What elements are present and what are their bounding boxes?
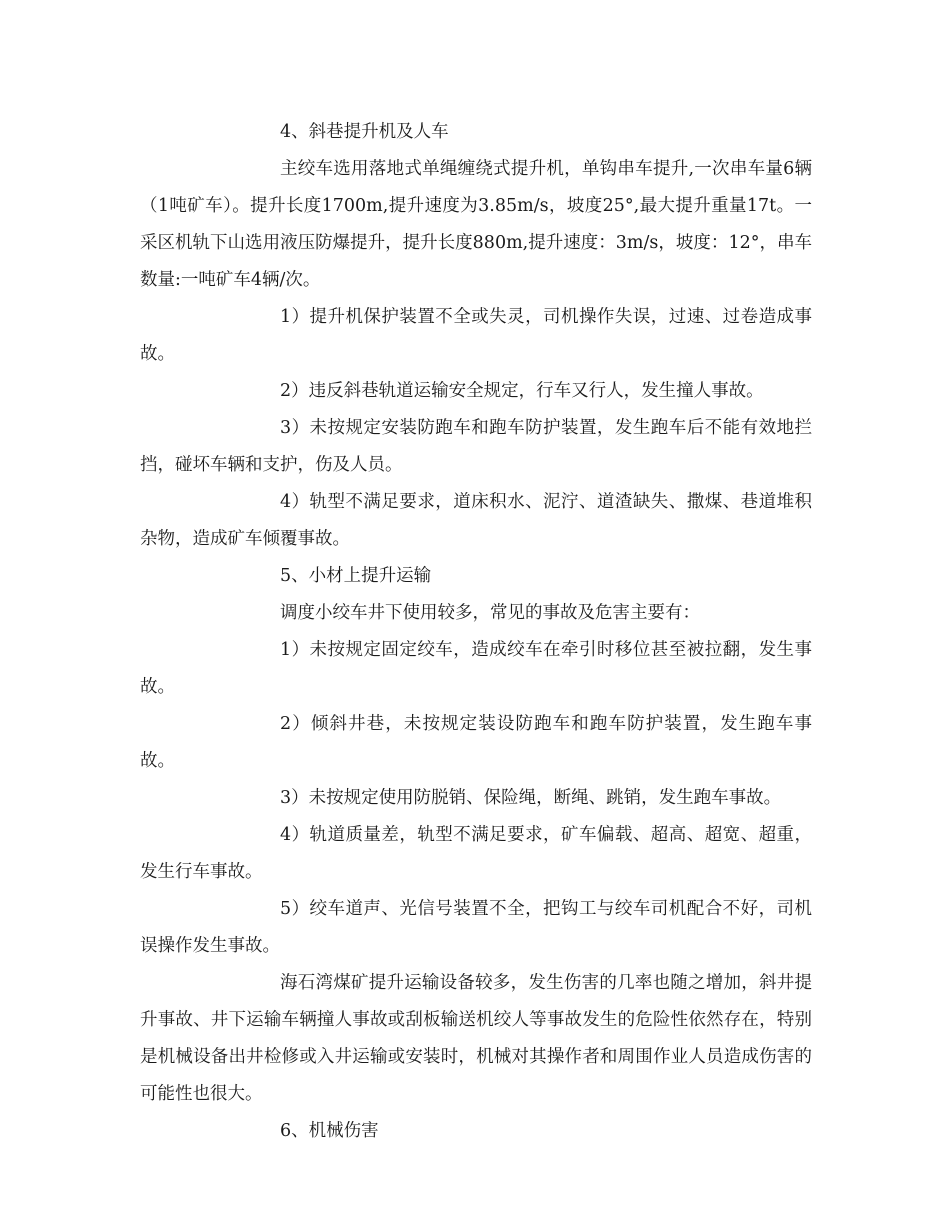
paragraph: 海石湾煤矿提升运输设备较多，发生伤害的几率也随之增加，斜井提升事故、井下运输车辆撞人事故或刮板输送机绞人等事故发生的危险性依然存在，特别是机械设备出井检修或入井运输或安装时，机械对其操作者和周围作业人员造成伤害的可能性也很大。 (140, 973, 812, 1104)
list-item: 5）绞车道声、光信号装置不全，把钩工与绞车司机配合不好，司机误操作发生事故。 (140, 899, 812, 956)
list-item: 3）未按规定使用防脱销、保险绳，断绳、跳销，发生跑车事故。 (280, 788, 782, 808)
list-item: 4）轨型不满足要求，道床积水、泥泞、道渣缺失、撒煤、巷道堆积杂物，造成矿车倾覆事故。 (140, 492, 812, 549)
list-item: 2）倾斜井巷，未按规定装设防跑车和跑车防护装置，发生跑车事故。 (140, 714, 812, 771)
paragraph: 主绞车选用落地式单绳缠绕式提升机，单钩串车提升,一次串车量6辆（1吨矿车）。提升长度1700m,提升速度为3.85m/s，坡度25°,最大提升重量17t。一采区机轨下山选用液压防爆提升，提升长度880m,提升速度：3m/s，坡度：12°，串车数量:一吨矿车4辆/次。 (140, 159, 812, 290)
section-heading: 6、机械伤害 (280, 1121, 379, 1141)
section-heading: 4、斜巷提升机及人车 (280, 122, 449, 142)
list-item: 3）未按规定安装防跑车和跑车防护装置，发生跑车后不能有效地拦挡，碰坏车辆和支护，伤及人员。 (140, 418, 812, 475)
section-heading: 5、小材上提升运输 (280, 566, 432, 586)
list-item: 1）提升机保护装置不全或失灵，司机操作失误，过速、过卷造成事故。 (140, 307, 812, 364)
list-item: 1）未按规定固定绞车，造成绞车在牵引时移位甚至被拉翻，发生事故。 (140, 640, 812, 697)
paragraph: 调度小绞车井下使用较多，常见的事故及危害主要有： (280, 603, 700, 623)
list-item: 4）轨道质量差，轨型不满足要求，矿车偏载、超高、超宽、超重，发生行车事故。 (140, 825, 812, 882)
list-item: 2）违反斜巷轨道运输安全规定，行车又行人，发生撞人事故。 (280, 381, 764, 401)
document-page (140, 114, 812, 1150)
